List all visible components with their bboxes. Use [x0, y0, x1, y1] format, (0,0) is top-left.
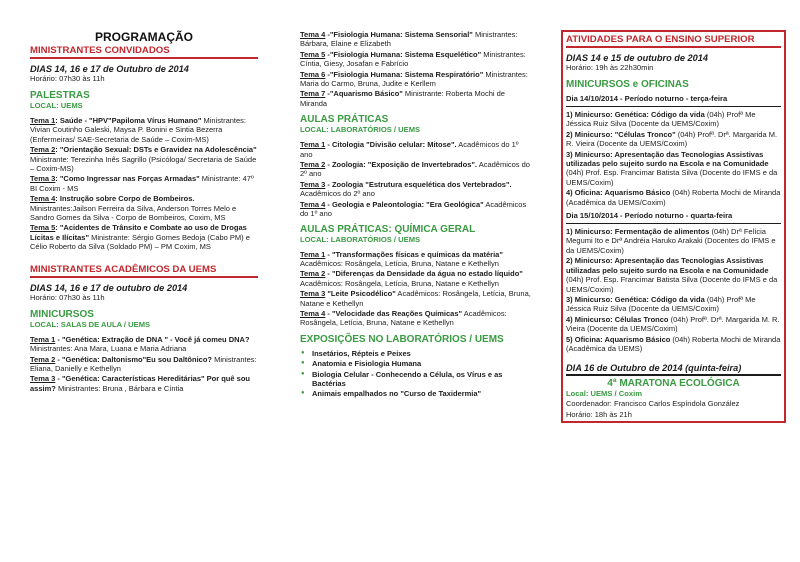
- schedule-time: Horário: 19h às 22h30min: [566, 63, 654, 72]
- list-item: 4) Minicurso: Células Tronco (04h) Profª. Drª. Margarida M. R. Vieira (Docente da UEMS/Coxim): [566, 314, 780, 334]
- list-item: 3) Minicurso: Apresentação das Tecnologias Assistivas utilizadas pelo sujeito surdo na Escola e na Comunidade (04h) Prof. Esp. Francimar Batista Silva (Docente do IFMS e da UEMS/Coxim): [566, 149, 778, 187]
- quimica-list: [300, 250, 532, 328]
- list-item: Tema 4 -"Fisiologia Humana: Sistema Sensorial" Ministrantes: Bárbara, Elaine e Elizabeth: [300, 30, 518, 49]
- list-item: Tema 3 - Zoologia "Estrutura esquelética dos Vertebrados". Acadêmicos do 2º ano: [300, 179, 512, 199]
- list-item: Tema 3 "Leite Psicodélico" Acadêmicos: Rosângela, Letícia, Bruna, Natane e Kethellyn: [300, 289, 531, 308]
- list-item: Tema 7 -"Aquarismo Básico" Ministrante: Roberta Mochi de Miranda: [300, 89, 505, 108]
- day-heading: Dia 15/10/2014 - Período noturno - quarta-feira: [566, 211, 733, 221]
- date-heading: DIAS 14 e 15 de outubro de 2014: [566, 53, 708, 63]
- list-item: 4) Oficina: Aquarismo Básico (04h) Roberta Mochi de Miranda (Acadêmica da UEMS/Coxim): [566, 188, 781, 207]
- day1-list: [566, 110, 781, 207]
- group-title-palestras: PALESTRAS: [30, 90, 90, 101]
- list-item: Tema 1: Saúde - "HPV"Papiloma Vírus Humano" Ministrantes: Vivian Coutinho Galeski, Maysa P. Bonini e Sintia Bezerra (Enfermeiras/ SAE-Secretaria de Saúde – Coxim-MS): [30, 116, 247, 144]
- group-title-minicursos: MINICURSOS: [30, 308, 94, 320]
- list-item: Tema 4: Instrução sobre Corpo de Bombeiros. Ministrantes:Jailson Ferreira da Silva, Anderson Torres Melo e Sandro Gomes da Silva - Corpo de Bombeiros, Coxim, MS: [30, 194, 237, 223]
- section-ensino-superior: ATIVIDADES PARA O ENSINO SUPERIOR: [566, 34, 781, 48]
- list-item: Tema 2: "Orientação Sexual: DSTs e Gravidez na Adolescência" Ministrante: Terezinha Inês Sagrillo (Psicóloga/ Secretaria de Saúde – Coxim-MS): [30, 145, 257, 174]
- list-item: Tema 2 - "Genética: Daltonismo"Eu sou Daltônico? Ministrantes: Eliana, Danielly e Kethellyn: [30, 354, 257, 373]
- schedule-time: Horário: 07h30 às 11h: [30, 292, 105, 302]
- ensino-superior-box: [561, 30, 786, 423]
- column-left: [30, 30, 258, 394]
- list-item: Tema 2 - "Diferenças da Densidade da água no estado líquido" Acadêmicos: Rosângela, Letícia, Bruna, Natane e Kethellyn: [300, 269, 523, 288]
- list-item: ● Anatomia e Fisiologia Humana: [300, 359, 532, 368]
- maratona-local: Local: UEMS / Coxim: [566, 389, 642, 399]
- list-item: Tema 3 - "Genética: Características Hereditárias" Por quê sou assim? Ministrantes: Bruna , Bárbara e Cíntia: [30, 374, 250, 393]
- list-item: ● Insetários, Répteis e Peixes: [300, 349, 532, 358]
- list-item: 2) Minicurso: "Células Tronco" (04h) Profª. Drª. Margarida M. R. Vieira (Docente da UEMS/Coxim): [566, 129, 778, 149]
- group-title-exposicoes: EXPOSIÇÕES NO LABORATÓRIOS / UEMS: [300, 333, 504, 345]
- group-local: LOCAL: LABORATÓRIOS / UEMS: [300, 125, 421, 135]
- list-item: ● Animais empalhados no "Curso de Taxidermia": [300, 389, 532, 398]
- list-item: Tema 6 -"Fisiologia Humana: Sistema Respiratório" Ministrantes: Maria do Carmo, Bruna, Judite e Kerllem: [300, 69, 528, 89]
- list-item: Tema 2 - Zoologia: "Exposição de Invertebrados". Acadêmicos do 2º ano: [300, 160, 530, 179]
- maratona-date: DIA 16 de Outubro de 2014 (quinta-feira): [566, 363, 781, 376]
- list-item: 1) Minicurso: Fermentação de alimentos (04h) Drª Felícia Megumi Ito e Drª Andréia Haruko Arakaki (Docentes do IFMS e da UEMS/Coxim): [566, 227, 776, 255]
- page-title: PROGRAMAÇÃO: [95, 30, 193, 44]
- divider: [566, 223, 781, 224]
- divider: [566, 106, 781, 107]
- list-item: 2) Minicurso: Apresentação das Tecnologias Assistivas utilizadas pelo sujeito surdo na Escola e na Comunidade (04h) Prof. Esp. Francimar Batista Silva (Docente do IFMS e da UEMS/Coxim): [566, 256, 778, 294]
- group-title-minicursos-oficinas: MINICURSOS e OFICINAS: [566, 79, 689, 90]
- group-title-aulas-praticas: AULAS PRÁTICAS: [300, 114, 389, 126]
- list-item: 3) Minicurso: Genética: Código da vida (04h) Profª Me Jéssica Ruiz Silva (Docente da UEMS/Coxim): [566, 294, 756, 314]
- group-local: LOCAL: SALAS DE AULA / UEMS: [30, 319, 151, 329]
- column-middle: [300, 30, 532, 400]
- exposicoes-list: [300, 349, 532, 399]
- schedule-time: Horário: 07h30 às 11h: [30, 74, 105, 83]
- maratona-horario: Horário: 18h às 21h: [566, 409, 632, 419]
- maratona-title: 4ª MARATONA ECOLÓGICA: [607, 378, 740, 390]
- group-title-quimica-geral: AULAS PRÁTICAS: QUÍMICA GERAL: [300, 223, 476, 235]
- list-item: Tema 3: "Como Ingressar nas Forças Armadas" Ministrante: 47º BI Coxim - MS: [30, 174, 254, 193]
- maratona-coordenador: Coordenador: Francisco Carlos Espíndola González: [566, 399, 740, 409]
- temas-fisiologia-list: [300, 30, 532, 108]
- date-heading: DIAS 14, 16 e 17 de Outubro de 2014: [30, 64, 189, 74]
- list-item: Tema 5: "Acidentes de Trânsito e Combate ao uso de Drogas Lícitas e Ilícitas" Ministrante: Sérgio Gomes Bedoja (Cabo PM) e Célio Roberto da Silva (Soldado PM) – PM Coxim, MS: [30, 223, 250, 252]
- day-heading: Dia 14/10/2014 - Período noturno - terça-feira: [566, 94, 728, 103]
- group-local: LOCAL: UEMS: [30, 101, 83, 110]
- list-item: Tema 4 - "Velocidade das Reações Químicas" Acadêmicos: Rosângela, Letícia, Bruna, Natane e Kethellyn: [300, 308, 507, 328]
- list-item: Tema 1 - "Transformações físicas e químicas da matéria" Acadêmicos: Rosângela, Letícia, Bruna, Natane e Kethellyn: [300, 249, 503, 268]
- list-item: 5) Oficina: Aquarismo Básico (04h) Roberta Mochi de Miranda (Acadêmica da UEMS): [566, 334, 781, 353]
- day2-list: [566, 227, 781, 353]
- minicursos-list: [30, 335, 258, 393]
- column-right: [561, 30, 786, 423]
- date-heading: DIAS 14, 16 e 17 de outubro de 2014: [30, 282, 188, 293]
- palestras-list: [30, 116, 258, 252]
- list-item: Tema 5 -"Fisiologia Humana: Sistema Esquelético" Ministrantes: Cíntia, Giesy, Josafan e Fabrício: [300, 49, 526, 69]
- group-local: LOCAL: LABORATÓRIOS / UEMS: [300, 234, 421, 244]
- list-item: ● Biologia Celular - Conhecendo a Célula, os Vírus e as Bactérias: [300, 370, 532, 389]
- list-item: Tema 1 - "Genética: Extração de DNA " - Você já comeu DNA? Ministrantes: Ana Mara, Luana e Maria Adriana: [30, 334, 250, 354]
- aulas-praticas-list: [300, 140, 532, 218]
- list-item: Tema 1 - Citologia "Divisão celular: Mitose". Acadêmicos do 1º ano: [300, 140, 519, 159]
- section-ministrantes-academicos: MINISTRANTES ACADÊMICOS DA UEMS: [30, 264, 258, 278]
- section-ministrantes-convidados: MINISTRANTES CONVIDADOS: [30, 45, 258, 59]
- list-item: Tema 4 - Geologia e Paleontologia: "Era Geológica" Acadêmicos do 1º ano: [300, 199, 527, 219]
- list-item: 1) Minicurso: Genética: Código da vida (04h) Profª Me Jéssica Ruiz Silva (Docente da UEMS/Coxim): [566, 110, 756, 129]
